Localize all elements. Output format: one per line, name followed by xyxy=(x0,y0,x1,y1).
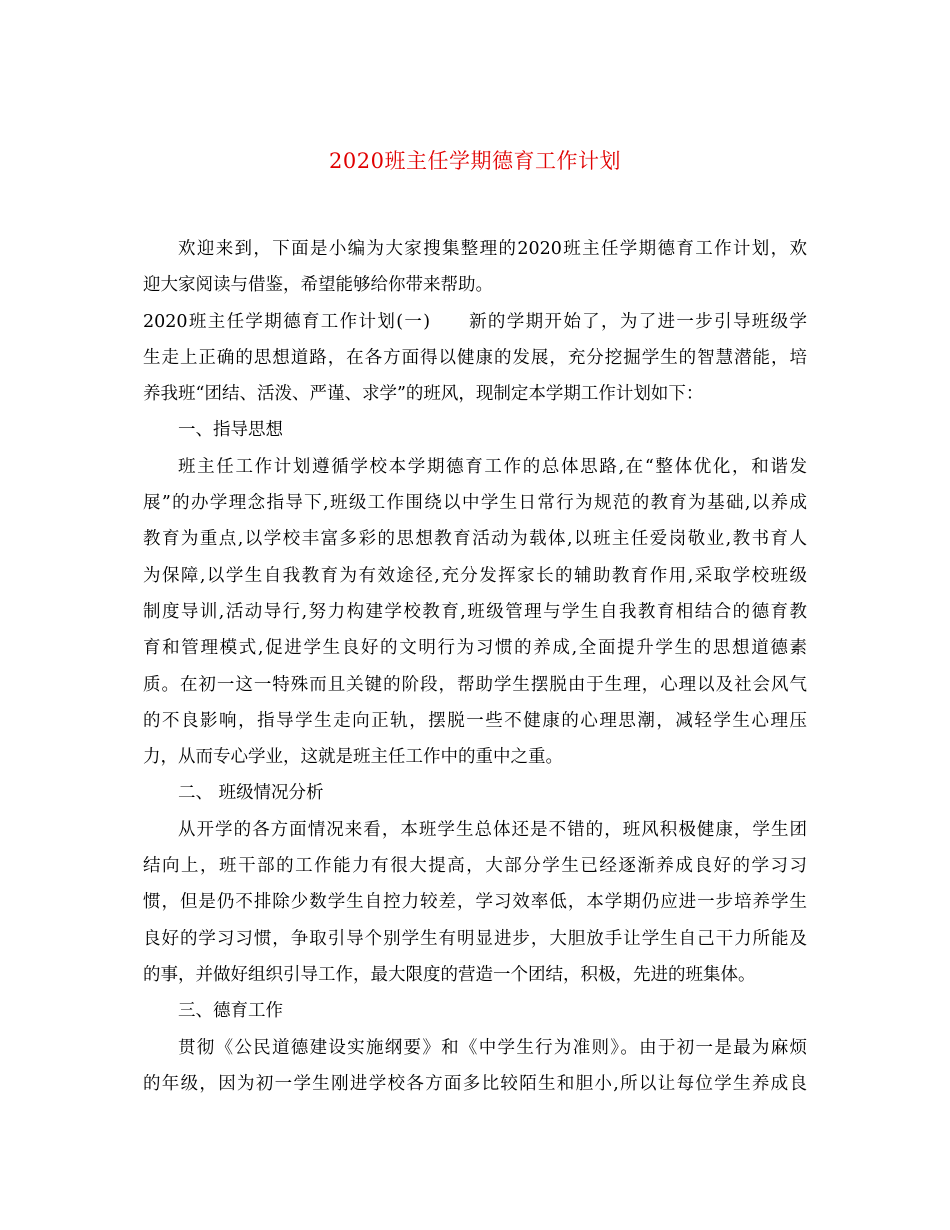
text-line: 为保障,以学生自我教育为有效途径,充分发挥家长的辅助教育作用,采取学校班级 xyxy=(143,565,807,586)
text-line: 结向上，班干部的工作能力有很大提高，大部分学生已经逐渐养成良好的学习习 xyxy=(143,856,807,877)
text-line: 展”的办学理念指导下,班级工作围绕以中学生日常行为规范的教育为基础,以养成 xyxy=(143,493,807,514)
text-line: 从开学的各方面情况来看，本班学生总体还是不错的，班风积极健康，学生团 xyxy=(178,819,807,840)
text-line: 良好的学习习惯，争取引导个别学生有明显进步，大胆放手让学生自己干力所能及 xyxy=(143,928,807,949)
text-line: 养我班“团结、活泼、严谨、求学”的班风，现制定本学期工作计划如下： xyxy=(143,384,704,405)
text-line: 惯，但是仍不排除少数学生自控力较差，学习效率低，本学期仍应进一步培养学生 xyxy=(143,892,807,913)
text-line: 一、指导思想 xyxy=(178,420,283,441)
text-line: 制度导训,活动导行,努力构建学校教育,班级管理与学生自我教育相结合的德育教 xyxy=(143,601,807,622)
text-line: 贯彻《公民道德建设实施纲要》和《中学生行为准则》。由于初一是最为麻烦 xyxy=(178,1037,807,1058)
text-line: 迎大家阅读与借鉴，希望能够给你带来帮助。 xyxy=(143,275,493,296)
text-line: 教育为重点,以学校丰富多彩的思想教育活动为载体,以班主任爱岗敬业,教书育人 xyxy=(143,529,807,550)
document-title: 2020班主任学期德育工作计划 xyxy=(329,149,621,173)
text-line: 欢迎来到，下面是小编为大家搜集整理的2020班主任学期德育工作计划，欢 xyxy=(178,239,807,259)
text-line: 班主任工作计划遵循学校本学期德育工作的总体思路,在“整体优化，和谐发 xyxy=(178,456,807,477)
text-line: 育和管理模式,促进学生良好的文明行为习惯的养成,全面提升学生的思想道德素 xyxy=(143,638,807,659)
text-line: 的事，并做好组织引导工作，最大限度的营造一个团结，积极，先进的班集体。 xyxy=(143,964,756,985)
text-line: 三、德育工作 xyxy=(178,1001,283,1022)
text-line: 力，从而专心学业，这就是班主任工作中的重中之重。 xyxy=(143,747,563,768)
text-line: 质。在初一这一特殊而且关键的阶段，帮助学生摆脱由于生理，心理以及社会风气 xyxy=(143,674,807,695)
text-line: 的不良影响，指导学生走向正轨，摆脱一些不健康的心理思潮，减轻学生心理压 xyxy=(143,710,807,731)
text-line: 生走上正确的思想道路，在各方面得以健康的发展，充分挖掘学生的智慧潜能，培 xyxy=(143,347,807,368)
text-line: 的年级，因为初一学生刚进学校各方面多比较陌生和胆小,所以让每位学生养成良 xyxy=(143,1073,807,1094)
document-body xyxy=(143,231,807,1102)
text-line: 二、 班级情况分析 xyxy=(178,783,324,804)
text-line: 2020班主任学期德育工作计划(一) 新的学期开始了，为了进一步引导班级学 xyxy=(143,311,807,332)
